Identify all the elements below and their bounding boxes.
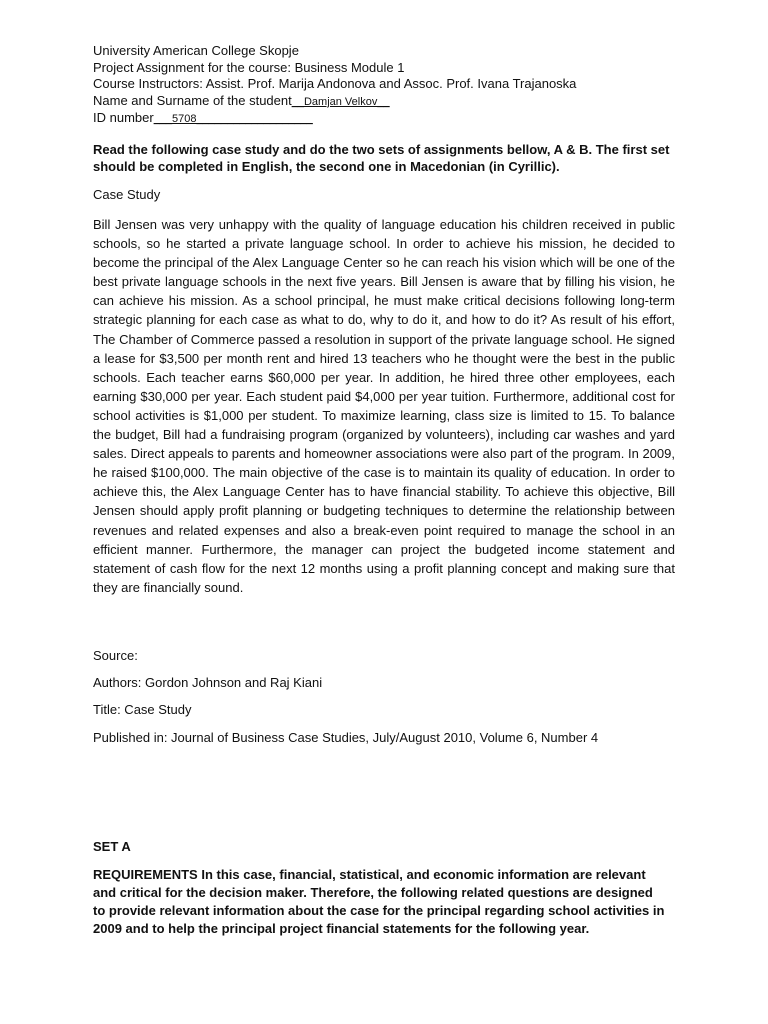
- case-study-title: Case Study: [93, 187, 161, 202]
- set-a-requirements: REQUIREMENTS In this case, financial, statistical, and economic information are relevant and critical for the decision maker. Therefore, the following related questions are designed to provide relevant information about the case for the principal regarding school activities in 2009 and to help the principal project financial statements for the following year.: [93, 867, 665, 936]
- case-study-body: Bill Jensen was very unhappy with the quality of language education his children received in public schools, so he started a private language school. In order to achieve his mission, he decided to become the principal of the Alex Language Center so he can reach his vision which will be one of the best private language schools in the next five years. Bill Jensen is aware that by filling his vision, he can achieve his mission. As a school principal, he must make critical decisions following long-term strategic planning for each case as what to do, why to do it, and how to do it? As result of his effort, The Chamber of Commerce passed a resolution in support of the private language school. He signed a lease for $3,500 per month rent and hired 13 teachers who he thought were the best in the public schools. Each teacher earns $60,000 per year. In addition, he hired three other employees, each earning $30,000 per year. Each student paid $4,000 per year tuition. Furthermore, additional cost for school activities is $1,000 per student. To maximize learning, class size is limited to 15. To balance the budget, Bill had a fundraising program (organized by volunteers), including car washes and yard sales. Direct appeals to parents and homeowner associations were also part of the program. In 2009, he raised $100,000. The main objective of the case is to maintain its quality of education. In order to achieve this, the Alex Language Center has to have financial stability. To achieve this objective, Bill Jensen should apply profit planning or budgeting techniques to determine the relationship between revenues and related expenses and also a break-even point required to manage the school in an efficient manner. Furthermore, the manager can project the budgeted income statement and statement of cash flow for the next 12 months using a profit planning concept and making sure that they are financially sound.: [93, 217, 675, 595]
- source-title: Title: Case Study: [93, 702, 192, 717]
- source-label: Source:: [93, 648, 138, 663]
- student-name-line: [93, 93, 693, 111]
- student-id-line: [93, 110, 693, 128]
- source-authors: Authors: Gordon Johnson and Raj Kiani: [93, 675, 323, 690]
- college-name: University American College Skopje: [93, 43, 299, 58]
- student-id-value: ___5708___________________: [153, 113, 313, 126]
- set-a-heading: SET A: [93, 839, 131, 854]
- student-name-label: Name and Surname of the student: [93, 92, 292, 108]
- assignment-instructions: Read the following case study and do the two sets of assignments bellow, A & B. The first set should be completed in English, the second one in Macedonian (in Cyrillic).: [93, 142, 670, 174]
- course-name: Project Assignment for the course: Business Module 1: [93, 59, 405, 75]
- course-instructors: Course Instructors: Assist. Prof. Marija Andonova and Assoc. Prof. Ivana Trajanoska: [93, 76, 577, 92]
- student-id-label: ID number: [93, 110, 154, 126]
- source-published: Published in: Journal of Business Case Studies, July/August 2010, Volume 6, Number 4: [93, 730, 599, 745]
- document-header: [93, 43, 693, 128]
- student-name-value: __Damjan Velkov__: [291, 95, 390, 108]
